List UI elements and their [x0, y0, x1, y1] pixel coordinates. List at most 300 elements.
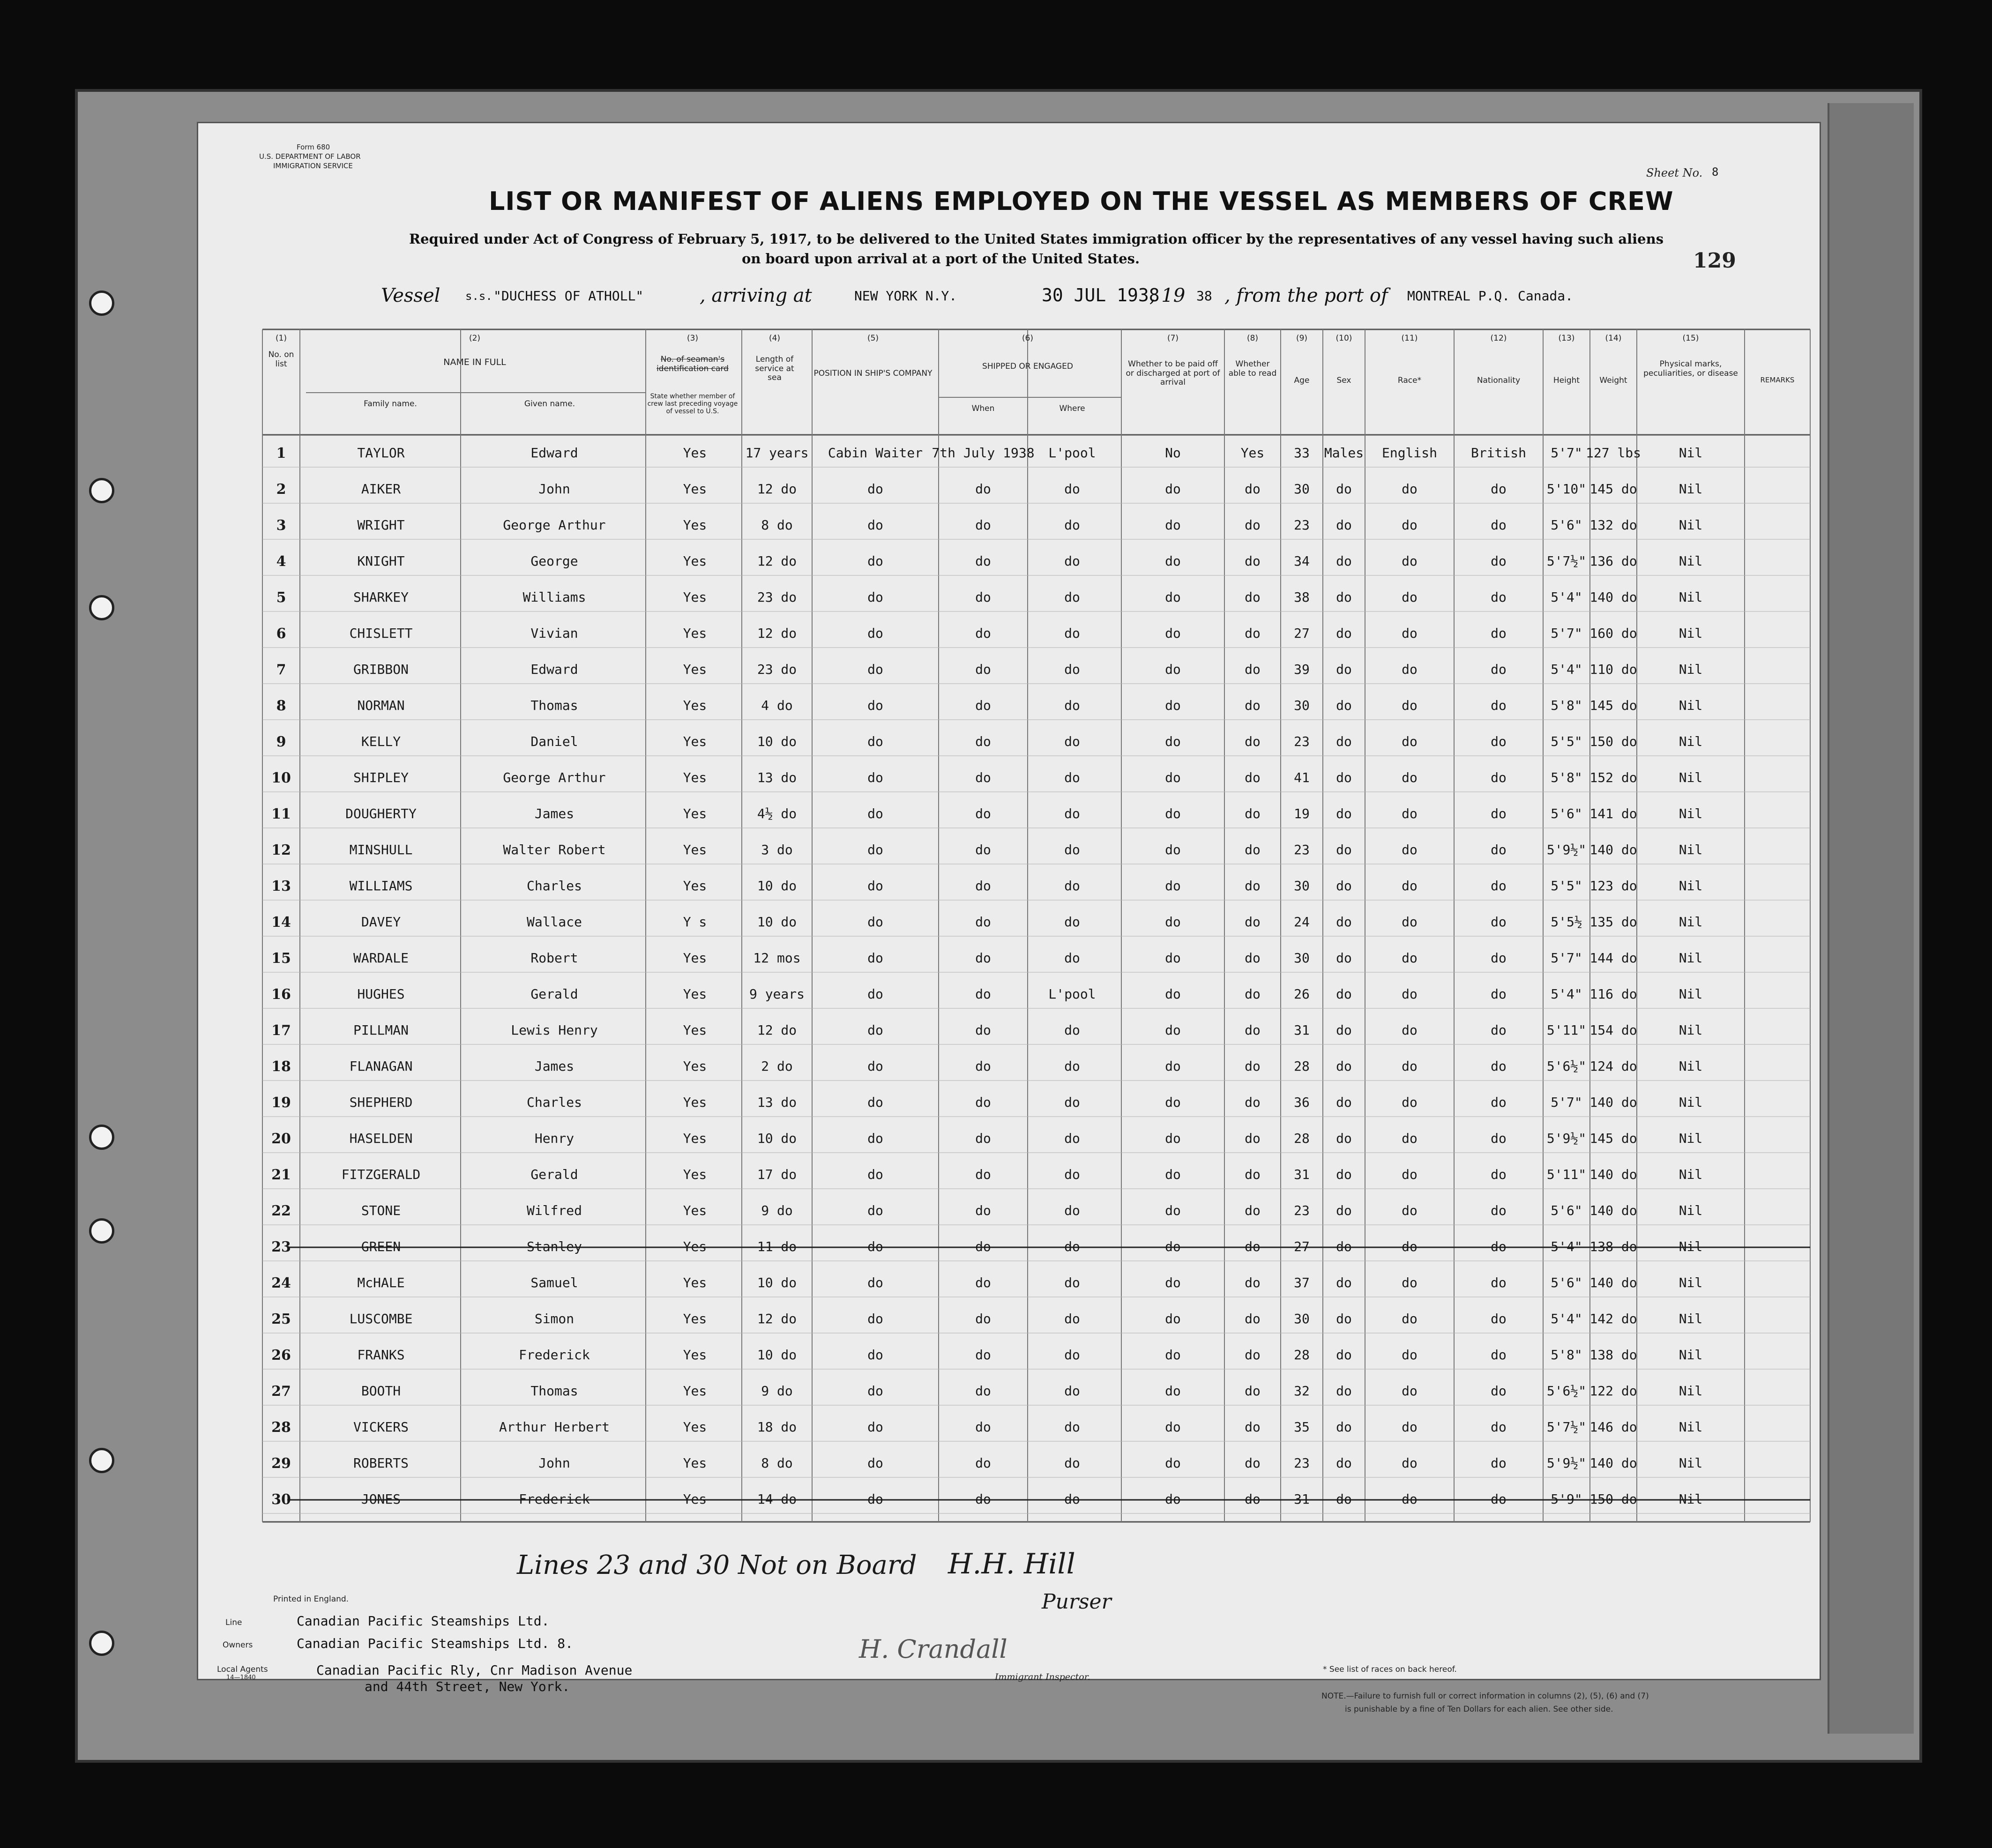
owners-value: Canadian Pacific Steamships Ltd. 8.	[297, 1636, 574, 1651]
table-cell: 10 do	[757, 878, 797, 894]
table-cell: do	[867, 734, 883, 749]
row-number: 20	[271, 1131, 291, 1147]
table-cell: Yes	[683, 1095, 707, 1110]
row-number: 21	[271, 1167, 291, 1183]
table-cell: do	[1336, 662, 1352, 677]
table-cell: 5'4"	[1551, 1311, 1582, 1326]
table-cell: 124 do	[1589, 1058, 1637, 1074]
owners-label: Owners	[223, 1640, 253, 1650]
table-cell: Nil	[1679, 806, 1703, 821]
table-cell: do	[975, 878, 991, 894]
table-cell: Gerald	[530, 1167, 578, 1182]
table-cell: do	[975, 1383, 991, 1399]
table-cell: do	[1165, 1311, 1181, 1326]
table-cell: do	[1064, 1203, 1080, 1218]
col1-num: (1)	[275, 334, 287, 343]
table-cell: Yes	[683, 1203, 707, 1218]
agents-value-2: and 44th Street, New York.	[365, 1679, 570, 1694]
table-cell: 35	[1294, 1419, 1310, 1435]
table-cell: Yes	[683, 1347, 707, 1363]
table-cell: do	[1491, 1491, 1507, 1507]
col10-num: (10)	[1335, 334, 1352, 343]
table-cell: do	[1245, 1419, 1261, 1435]
table-cell: do	[975, 1239, 991, 1254]
arrival-date: 30 JUL 1938	[1042, 285, 1160, 306]
table-cell: do	[975, 589, 991, 605]
table-cell: 8 do	[761, 1455, 793, 1471]
sheet-number: 8	[1712, 165, 1719, 179]
table-cell: 150 do	[1589, 734, 1637, 749]
table-cell: John	[538, 481, 570, 497]
table-cell: George Arthur	[503, 770, 606, 785]
table-cell: Edward	[530, 662, 578, 677]
table-cell: 32	[1294, 1383, 1310, 1399]
col3-num: (3)	[686, 334, 699, 343]
col8-num: (8)	[1246, 334, 1259, 343]
table-cell: do	[1064, 1022, 1080, 1038]
table-cell: do	[1491, 950, 1507, 966]
row-number: 7	[276, 662, 286, 678]
table-cell: GREEN	[361, 1239, 401, 1254]
table-cell: 4 do	[761, 698, 793, 713]
table-cell: 30	[1294, 878, 1310, 894]
table-cell: Yes	[683, 1419, 707, 1435]
row-number: 11	[271, 806, 291, 822]
table-cell: do	[975, 770, 991, 785]
table-cell: do	[1402, 986, 1418, 1002]
table-cell: George	[530, 553, 578, 569]
table-cell: 17 years	[745, 445, 809, 461]
table-cell: Yes	[683, 1275, 707, 1290]
table-cell: 14 do	[757, 1491, 797, 1507]
table-cell: Williams	[522, 589, 586, 605]
table-cell: do	[1402, 589, 1418, 605]
table-cell: 37	[1294, 1275, 1310, 1290]
table-cell: Cabin Waiter	[828, 445, 923, 461]
table-cell: do	[1245, 734, 1261, 749]
purser-title: Purser	[1042, 1590, 1112, 1614]
table-cell: 10 do	[757, 1275, 797, 1290]
table-cell: do	[1491, 1095, 1507, 1110]
table-cell: do	[1402, 914, 1418, 930]
table-cell: do	[1336, 553, 1352, 569]
table-cell: 5'5½	[1551, 914, 1582, 930]
table-cell: Nil	[1679, 1203, 1703, 1218]
table-cell: do	[1245, 806, 1261, 821]
table-cell: 5'9½"	[1546, 1455, 1587, 1471]
table-cell: do	[1336, 1455, 1352, 1471]
table-cell: DAVEY	[361, 914, 401, 930]
table-cell: do	[1064, 1347, 1080, 1363]
table-cell: 11 do	[757, 1239, 797, 1254]
row-number: 5	[276, 589, 286, 606]
table-cell: LUSCOMBE	[349, 1311, 413, 1326]
table-cell: 122 do	[1589, 1383, 1637, 1399]
table-cell: do	[1336, 1383, 1352, 1399]
col5-header: POSITION IN SHIP'S COMPANY	[813, 369, 933, 378]
table-cell: Daniel	[530, 734, 578, 749]
table-cell: do	[1165, 1239, 1181, 1254]
table-cell: do	[1491, 1203, 1507, 1218]
col15-num: (15)	[1682, 334, 1699, 343]
table-cell: 7th July 1938	[932, 445, 1035, 461]
table-cell: Yes	[683, 806, 707, 821]
table-cell: do	[975, 662, 991, 677]
table-cell: do	[1165, 1022, 1181, 1038]
table-cell: do	[975, 1167, 991, 1182]
table-cell: AIKER	[361, 481, 401, 497]
col3b-header: State whether member of crew last preceding voyage of vessel to U.S.	[647, 393, 738, 416]
table-cell: do	[867, 842, 883, 857]
table-cell: do	[1491, 1311, 1507, 1326]
table-cell: do	[1245, 1275, 1261, 1290]
table-cell: 30	[1294, 950, 1310, 966]
table-cell: do	[1491, 1347, 1507, 1363]
table-cell: ROBERTS	[353, 1455, 409, 1471]
table-cell: Nil	[1679, 1491, 1703, 1507]
table-cell: do	[1402, 842, 1418, 857]
table-cell: do	[1245, 1022, 1261, 1038]
table-cell: do	[1491, 914, 1507, 930]
table-cell: do	[975, 1347, 991, 1363]
vessel-label: Vessel	[381, 285, 440, 306]
subtitle-line-2: on board upon arrival at a port of the United States.	[742, 251, 1140, 267]
table-cell: 5'7½"	[1546, 1419, 1587, 1435]
table-cell: do	[867, 806, 883, 821]
table-cell: do	[1245, 1311, 1261, 1326]
col14-header: Weight	[1599, 376, 1627, 385]
table-cell: Thomas	[530, 698, 578, 713]
table-cell: Nil	[1679, 1095, 1703, 1110]
table-cell: NORMAN	[357, 698, 405, 713]
table-cell: do	[1402, 517, 1418, 533]
service: IMMIGRATION SERVICE	[273, 162, 353, 170]
table-cell: Arthur Herbert	[499, 1419, 610, 1435]
table-cell: do	[1491, 1455, 1507, 1471]
row-number: 3	[276, 517, 286, 534]
table-cell: do	[1165, 1347, 1181, 1363]
table-cell: do	[1402, 1239, 1418, 1254]
col7-header: Whether to be paid off or discharged at port of arrival	[1126, 359, 1220, 387]
table-cell: 31	[1294, 1167, 1310, 1182]
col13-num: (13)	[1558, 334, 1575, 343]
table-cell: 10 do	[757, 1347, 797, 1363]
table-cell: British	[1470, 445, 1526, 461]
table-cell: do	[1491, 662, 1507, 677]
table-cell: Nil	[1679, 589, 1703, 605]
table-cell: do	[1402, 950, 1418, 966]
binder-hole	[89, 1448, 114, 1473]
table-cell: do	[1245, 553, 1261, 569]
table-cell: Simon	[534, 1311, 574, 1326]
table-cell: do	[1402, 1275, 1418, 1290]
table-cell: Nil	[1679, 481, 1703, 497]
table-cell: 12 do	[757, 481, 797, 497]
table-cell: do	[1491, 1419, 1507, 1435]
table-cell: do	[867, 1203, 883, 1218]
table-cell: do	[1336, 1347, 1352, 1363]
table-cell: do	[867, 1419, 883, 1435]
col6-header: SHIPPED OR ENGAGED	[982, 362, 1073, 371]
col8-header: Whether able to read	[1228, 359, 1277, 378]
table-cell: 38	[1294, 589, 1310, 605]
table-grid	[198, 123, 1820, 1679]
row-number: 14	[271, 914, 291, 931]
table-cell: do	[975, 914, 991, 930]
table-cell: Nil	[1679, 517, 1703, 533]
table-cell: do	[1402, 481, 1418, 497]
table-cell: 5'6"	[1551, 806, 1582, 821]
table-cell: do	[1336, 1419, 1352, 1435]
table-cell: Nil	[1679, 986, 1703, 1002]
binder-hole	[89, 1631, 114, 1656]
table-cell: 140 do	[1589, 842, 1637, 857]
col9-num: (9)	[1296, 334, 1308, 343]
table-cell: Robert	[530, 950, 578, 966]
table-cell: Yes	[683, 770, 707, 785]
table-cell: Nil	[1679, 1311, 1703, 1326]
table-cell: BOOTH	[361, 1383, 401, 1399]
table-cell: do	[1336, 1203, 1352, 1218]
table-cell: 9 do	[761, 1383, 793, 1399]
row-number: 28	[271, 1419, 291, 1436]
table-cell: do	[1245, 842, 1261, 857]
not-on-board-annotation: Lines 23 and 30 Not on Board	[517, 1550, 917, 1580]
table-cell: 30	[1294, 698, 1310, 713]
table-cell: 110 do	[1589, 662, 1637, 677]
table-cell: Yes	[683, 842, 707, 857]
table-cell: 5'5"	[1551, 878, 1582, 894]
table-cell: do	[1491, 1275, 1507, 1290]
row-number: 19	[271, 1095, 291, 1111]
table-cell: 135 do	[1589, 914, 1637, 930]
table-cell: do	[975, 517, 991, 533]
row-number: 10	[271, 770, 291, 786]
table-cell: do	[1491, 1058, 1507, 1074]
table-cell: do	[1245, 517, 1261, 533]
arriving-port: NEW YORK N.Y.	[854, 288, 957, 304]
table-cell: GRIBBON	[353, 662, 409, 677]
table-cell: Nil	[1679, 878, 1703, 894]
table-cell: do	[975, 806, 991, 821]
table-cell: do	[1336, 1131, 1352, 1146]
table-cell: 5'7"	[1551, 1095, 1582, 1110]
table-cell: 2 do	[761, 1058, 793, 1074]
table-cell: 27	[1294, 626, 1310, 641]
table-cell: do	[1165, 914, 1181, 930]
table-cell: Yes	[683, 950, 707, 966]
table-cell: 5'6"	[1551, 1203, 1582, 1218]
table-cell: do	[867, 1022, 883, 1038]
table-cell: do	[1064, 553, 1080, 569]
table-cell: Nil	[1679, 1131, 1703, 1146]
table-cell: DOUGHERTY	[345, 806, 417, 821]
table-cell: 5'4"	[1551, 589, 1582, 605]
table-cell: do	[1336, 626, 1352, 641]
table-cell: 19	[1294, 806, 1310, 821]
table-cell: 33	[1294, 445, 1310, 461]
table-cell: do	[1245, 1239, 1261, 1254]
table-cell: Yes	[683, 986, 707, 1002]
row-number: 8	[276, 698, 286, 714]
table-cell: do	[1165, 806, 1181, 821]
table-cell: 23 do	[757, 662, 797, 677]
table-cell: do	[1402, 1455, 1418, 1471]
table-cell: do	[1491, 1383, 1507, 1399]
table-cell: do	[1336, 1239, 1352, 1254]
table-cell: do	[1064, 734, 1080, 749]
table-cell: do	[1064, 1491, 1080, 1507]
table-cell: KNIGHT	[357, 553, 405, 569]
row-number: 9	[276, 734, 286, 750]
table-cell: do	[1245, 950, 1261, 966]
table-cell: 5'6½"	[1546, 1383, 1587, 1399]
failure-note-1: NOTE.—Failure to furnish full or correct information in columns (2), (5), (6) and (7)	[1321, 1692, 1649, 1701]
table-cell: Nil	[1679, 1383, 1703, 1399]
table-cell: do	[1064, 1455, 1080, 1471]
table-cell: do	[1336, 1058, 1352, 1074]
table-cell: do	[1165, 734, 1181, 749]
table-cell: George Arthur	[503, 517, 606, 533]
table-cell: 34	[1294, 553, 1310, 569]
row-number: 17	[271, 1022, 291, 1039]
table-cell: do	[1402, 770, 1418, 785]
table-cell: do	[867, 698, 883, 713]
table-cell: Nil	[1679, 734, 1703, 749]
table-cell: do	[1064, 770, 1080, 785]
table-cell: do	[1165, 878, 1181, 894]
subtitle-line-1: Required under Act of Congress of February 5, 1917, to be delivered to the United States immigration officer by the representatives of any vessel having such aliens	[409, 231, 1664, 247]
table-cell: do	[1245, 589, 1261, 605]
table-cell: STONE	[361, 1203, 401, 1218]
table-cell: do	[975, 553, 991, 569]
table-cell: 26	[1294, 986, 1310, 1002]
table-cell: 12 do	[757, 626, 797, 641]
table-cell: do	[867, 950, 883, 966]
table-cell: do	[1245, 878, 1261, 894]
table-cell: do	[1064, 1095, 1080, 1110]
table-cell: 138 do	[1589, 1347, 1637, 1363]
table-cell: do	[1491, 589, 1507, 605]
table-cell: Nil	[1679, 842, 1703, 857]
table-cell: 12 mos	[753, 950, 801, 966]
table-cell: do	[975, 1275, 991, 1290]
table-cell: do	[1491, 806, 1507, 821]
table-cell: 28	[1294, 1347, 1310, 1363]
table-cell: Yes	[683, 1131, 707, 1146]
table-cell: L'pool	[1048, 445, 1096, 461]
table-cell: 41	[1294, 770, 1310, 785]
table-cell: do	[1336, 1311, 1352, 1326]
table-cell: FRANKS	[357, 1347, 405, 1363]
table-cell: do	[975, 698, 991, 713]
binder-hole	[89, 1218, 114, 1244]
table-cell: do	[1245, 626, 1261, 641]
col4-header: Length of service at sea	[755, 355, 794, 383]
table-cell: FLANAGAN	[349, 1058, 413, 1074]
table-cell: Nil	[1679, 626, 1703, 641]
table-cell: 142 do	[1589, 1311, 1637, 1326]
table-cell: WILLIAMS	[349, 878, 413, 894]
table-cell: do	[1165, 481, 1181, 497]
table-cell: do	[975, 1203, 991, 1218]
table-cell: do	[867, 1239, 883, 1254]
binder-hole	[89, 1125, 114, 1150]
table-cell: JONES	[361, 1491, 401, 1507]
table-cell: 23	[1294, 734, 1310, 749]
table-cell: 10 do	[757, 1131, 797, 1146]
table-cell: Vivian	[530, 626, 578, 641]
table-cell: 152 do	[1589, 770, 1637, 785]
table-cell: Nil	[1679, 950, 1703, 966]
table-cell: do	[867, 1275, 883, 1290]
table-cell: Nil	[1679, 1419, 1703, 1435]
table-cell: do	[1064, 589, 1080, 605]
table-cell: do	[1165, 1058, 1181, 1074]
agents-value-1: Canadian Pacific Rly, Cnr Madison Avenue	[316, 1662, 633, 1678]
sheet-label: Sheet No.	[1646, 166, 1703, 179]
line-label: Line	[225, 1618, 242, 1627]
department: U.S. DEPARTMENT OF LABOR	[259, 152, 361, 161]
binder-hole	[89, 291, 114, 316]
table-cell: 127 lbs	[1585, 445, 1641, 461]
table-cell: Yes	[683, 1455, 707, 1471]
table-cell: 136 do	[1589, 553, 1637, 569]
table-cell: do	[1336, 950, 1352, 966]
table-cell: do	[975, 734, 991, 749]
table-cell: 5'7"	[1551, 626, 1582, 641]
agents-code: 14—1840	[226, 1674, 256, 1681]
form-title: LIST OR MANIFEST OF ALIENS EMPLOYED ON THE VESSEL AS MEMBERS OF CREW	[489, 186, 1674, 216]
table-cell: Nil	[1679, 1347, 1703, 1363]
year-value: 38	[1196, 288, 1212, 304]
table-cell: Nil	[1679, 1167, 1703, 1182]
table-cell: Males	[1324, 445, 1364, 461]
table-cell: do	[1336, 770, 1352, 785]
row-number: 6	[276, 626, 286, 642]
col2-header: NAME IN FULL	[443, 357, 506, 367]
table-cell: do	[1064, 806, 1080, 821]
table-cell: do	[1336, 842, 1352, 857]
table-cell: James	[534, 806, 574, 821]
table-cell: do	[867, 986, 883, 1002]
row-number: 30	[271, 1491, 291, 1508]
table-cell: do	[1064, 1058, 1080, 1074]
table-cell: do	[1064, 626, 1080, 641]
table-cell: do	[1245, 1383, 1261, 1399]
table-cell: do	[867, 553, 883, 569]
table-cell: 13 do	[757, 1095, 797, 1110]
table-cell: KELLY	[361, 734, 401, 749]
row-number: 25	[271, 1311, 291, 1327]
table-cell: TAYLOR	[357, 445, 405, 461]
table-cell: do	[1402, 1347, 1418, 1363]
table-cell: SHIPLEY	[353, 770, 409, 785]
table-cell: 23 do	[757, 589, 797, 605]
table-cell: Samuel	[530, 1275, 578, 1290]
table-cell: Charles	[526, 878, 582, 894]
table-cell: Yes	[683, 1491, 707, 1507]
table-cell: do	[1245, 1347, 1261, 1363]
table-cell: do	[1491, 1167, 1507, 1182]
table-cell: do	[867, 1167, 883, 1182]
table-cell: 138 do	[1589, 1239, 1637, 1254]
table-cell: do	[1402, 1203, 1418, 1218]
binder-hole	[89, 595, 114, 620]
table-cell: do	[867, 1347, 883, 1363]
table-cell: 5'7½"	[1546, 553, 1587, 569]
table-cell: Yes	[683, 1239, 707, 1254]
